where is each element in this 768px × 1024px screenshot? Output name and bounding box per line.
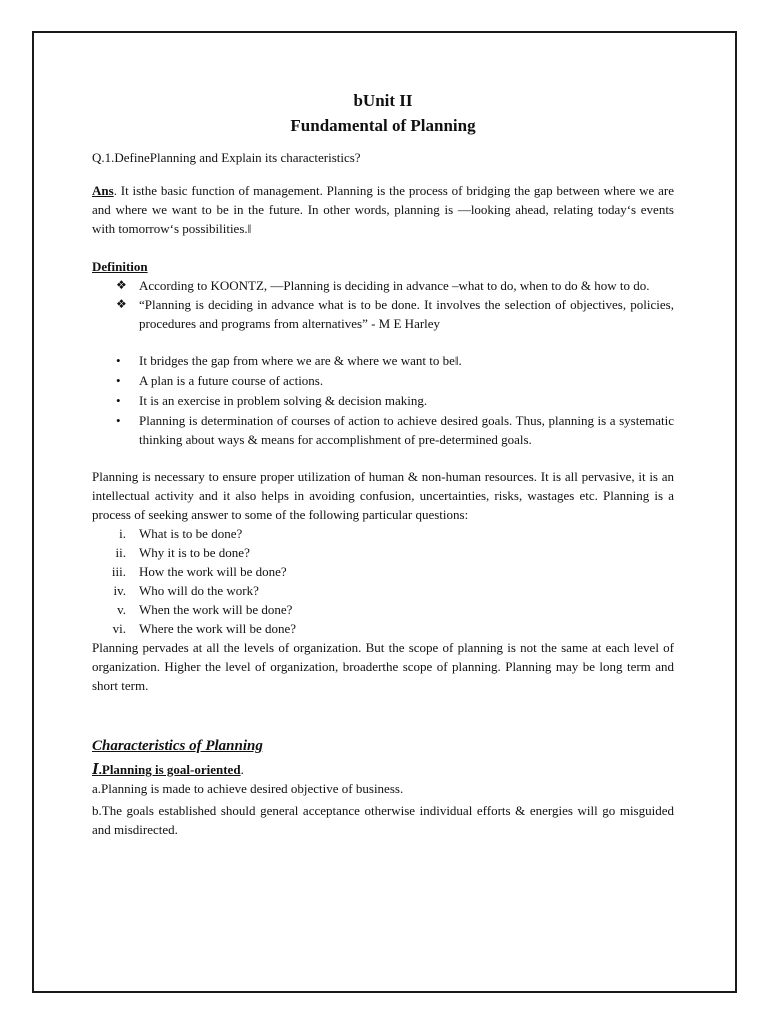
dot-bullet-icon: •	[116, 393, 121, 408]
roman-numeral: v.	[117, 602, 126, 617]
characteristics-heading: Characteristics of Planning	[92, 738, 263, 754]
feature-text: Planning is determination of courses of action to achieve desired goals. Thus, planning is a systematic thinking about ways & means for accomplishment of pre-determined goals.	[139, 413, 674, 447]
chapter-title: Fundamental of Planning	[290, 116, 476, 135]
feature-item	[92, 351, 674, 370]
roman-numeral: iii.	[111, 564, 126, 579]
question-text: Q.1.DefinePlanning and Explain its characteristics?	[92, 150, 361, 165]
dot-bullet-icon: •	[116, 413, 121, 428]
question-item-text: How the work will be done?	[139, 564, 287, 579]
point-subitem-b: b.The goals established should general acceptance otherwise individual efforts & energies will go misguided and misdirected.	[92, 803, 674, 837]
feature-text: It is an exercise in problem solving & decision making.	[139, 393, 428, 408]
question-item	[92, 562, 674, 581]
feature-item	[92, 371, 674, 390]
feature-list	[92, 351, 674, 449]
point-heading-tail: .	[240, 762, 244, 777]
definition-list	[92, 276, 674, 333]
question-item-text: Where the work will be done?	[139, 621, 297, 636]
diamond-bullet-icon: ❖	[116, 278, 127, 292]
question-item-text: Who will do the work?	[139, 583, 259, 598]
definition-text: According to KOONTZ, —Planning is deciding in advance –what to do, when to do & how to do.	[139, 278, 650, 293]
answer-paragraph	[92, 181, 674, 238]
unit-title: bUnit II	[353, 91, 413, 110]
roman-numeral: ii.	[115, 545, 126, 560]
definition-text: “Planning is deciding in advance what is to be done. It involves the selection of objectives, policies, procedures and programs from alternatives” - M E Harley	[139, 297, 674, 331]
question-item-text: Why it is to be done?	[139, 545, 250, 560]
roman-numeral: vi.	[112, 621, 126, 636]
definition-item	[92, 295, 674, 333]
definition-heading: Definition	[92, 259, 148, 274]
point-heading-text: .Planning is goal-oriented	[98, 762, 241, 777]
dot-bullet-icon: •	[116, 373, 121, 388]
question-item	[92, 600, 674, 619]
definition-item	[92, 276, 674, 295]
diamond-bullet-icon: ❖	[116, 297, 127, 311]
question-item	[92, 524, 674, 543]
dot-bullet-icon: •	[116, 353, 121, 368]
question-item-text: What is to be done?	[139, 526, 243, 541]
question-list	[92, 524, 674, 638]
scope-paragraph: Planning pervades at all the levels of organization. But the scope of planning is not the same at each level of organization. Higher the level of organization, broaderthe scope of planning. Planning may be long term and short term.	[92, 640, 674, 693]
question-item	[92, 619, 674, 638]
answer-text: . It isthe basic function of management. Planning is the process of bridging the gap between where we are and where we want to be in the future. In other words, planning is —looking ahead, relating today‘s events with tomorrow‘s possibilities.‖	[92, 183, 674, 236]
roman-numeral: iv.	[113, 583, 126, 598]
feature-item	[92, 411, 674, 449]
feature-text: It bridges the gap from where we are & where we want to be‖.	[139, 353, 462, 368]
necessity-paragraph: Planning is necessary to ensure proper utilization of human & non-human resources. It is all pervasive, it is an intellectual activity and it also helps in avoiding confusion, uncertainties, risks, wastages etc. Planning is a process of seeking answer to some of the following particular questions:	[92, 469, 674, 522]
point-heading	[92, 759, 674, 779]
feature-text: A plan is a future course of actions.	[139, 373, 324, 388]
answer-label: Ans	[92, 183, 114, 198]
feature-item	[92, 391, 674, 410]
page-content	[92, 88, 674, 842]
point-subitem-a: a.Planning is made to achieve desired objective of business.	[92, 781, 404, 796]
question-item-text: When the work will be done?	[139, 602, 293, 617]
question-item	[92, 543, 674, 562]
question-item	[92, 581, 674, 600]
point-number: I	[92, 759, 99, 778]
roman-numeral: i.	[119, 526, 126, 541]
